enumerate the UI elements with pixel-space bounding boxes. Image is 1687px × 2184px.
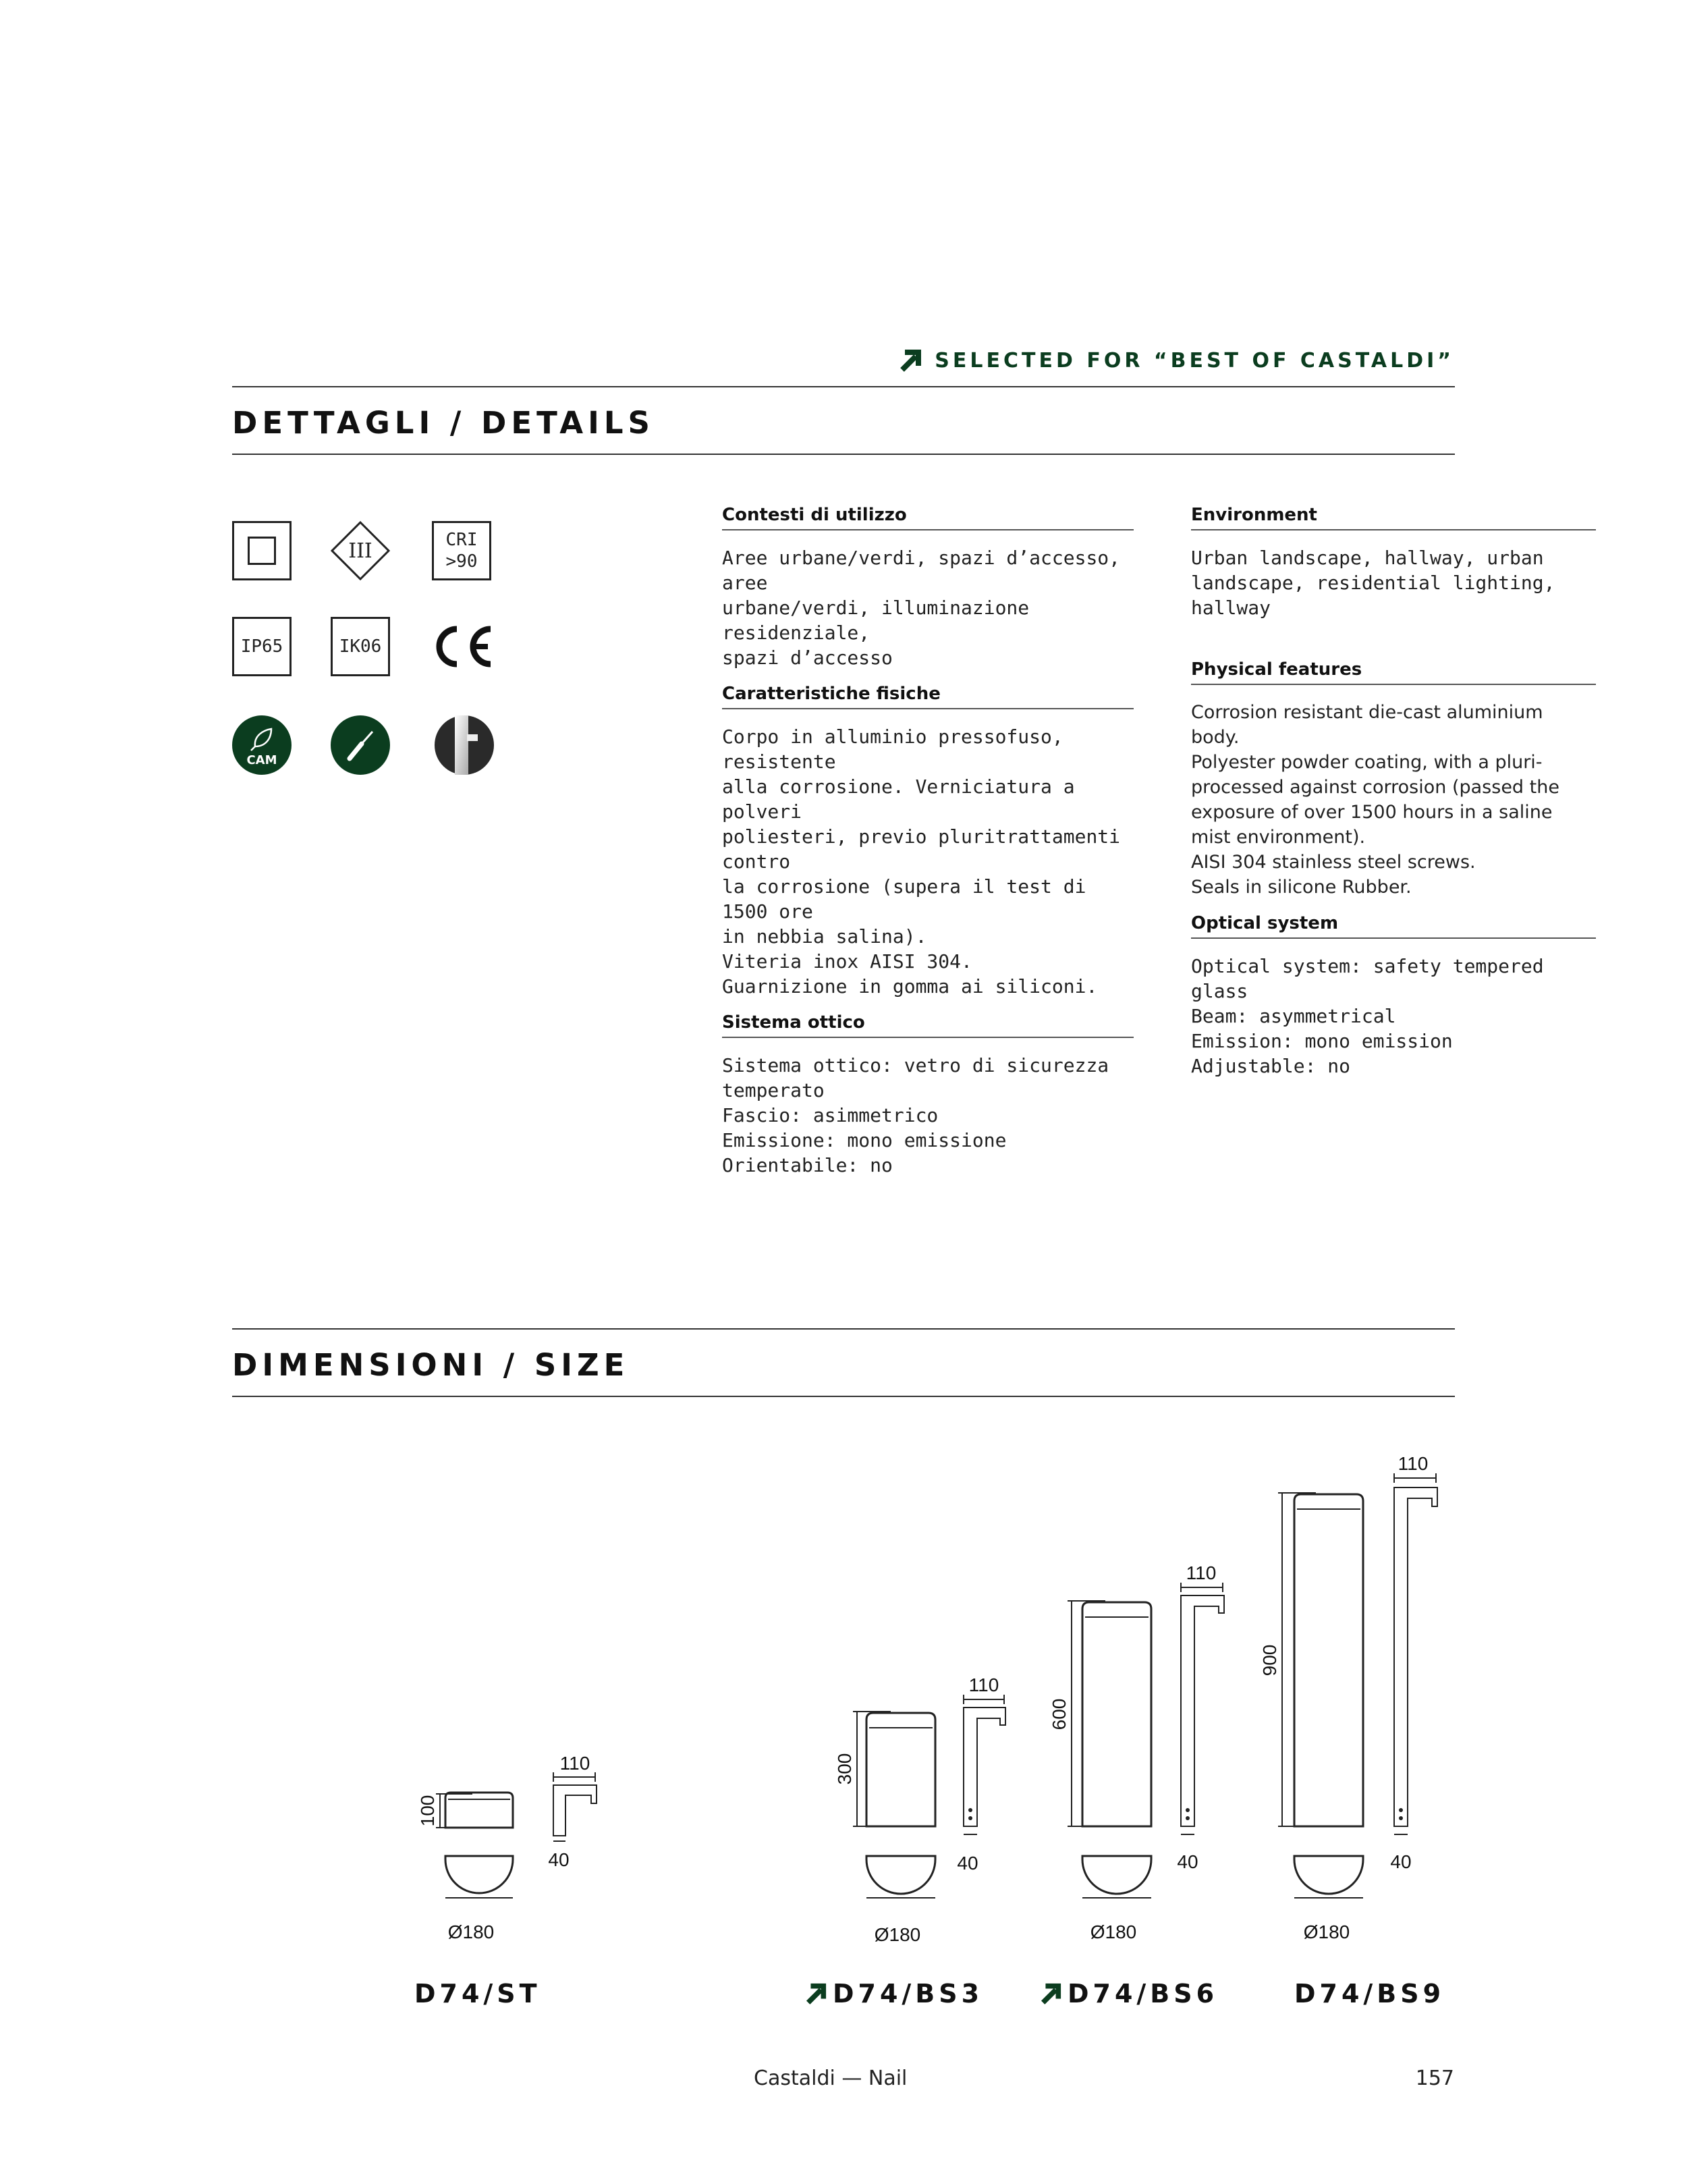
environment-heading-en: Environment [1191, 505, 1596, 530]
diameter-label: Ø180 [1303, 1921, 1350, 1942]
footer-brand: Castaldi — Nail [754, 2067, 908, 2090]
features-heading-it: Caratteristiche fisiche [722, 684, 1134, 709]
diameter-label: Ø180 [874, 1924, 921, 1945]
height-label: 600 [1049, 1698, 1070, 1730]
optical-text-en: Optical system: safety tempered glass Beam: asymmetrical Emission: mono emission Adjustable: no [1191, 955, 1544, 1077]
page-number: 157 [1415, 2067, 1454, 2090]
svg-text:III: III [348, 539, 372, 563]
drawing-d74-bs6 [1068, 1583, 1224, 1898]
height-label: 900 [1259, 1644, 1280, 1676]
height-label: 100 [417, 1795, 438, 1827]
features-heading-en: Physical features [1191, 659, 1596, 685]
arm-label: 110 [1186, 1562, 1217, 1583]
arm-label: 110 [968, 1674, 999, 1695]
badge-text: SELECTED FOR “BEST OF CASTALDI” [935, 348, 1454, 373]
diameter-label: Ø180 [447, 1921, 495, 1942]
arm-label: 110 [559, 1753, 590, 1774]
arrow-up-right-icon [804, 1982, 827, 2005]
features-text-en: Corrosion resistant die-cast aluminium body. Polyester powder coating, with a pluri- processed against corrosion (passed the exposure of over 1500 hours in a saline mist environment). AISI 304 stainless steel screws. Seals in silicone Rubber. [1191, 702, 1559, 898]
depth-label: 40 [1177, 1851, 1198, 1872]
svg-text:CAM: CAM [246, 753, 277, 767]
drawing-d74-bs3 [853, 1695, 1005, 1898]
environment-heading-it: Contesti di utilizzo [722, 505, 1134, 530]
model-d74-bs9: D74/BS9 [1294, 1979, 1445, 2009]
optical-text-it: Sistema ottico: vetro di sicurezza temperato Fascio: asimmetrico Emissione: mono emissione Orientabile: no [722, 1054, 1109, 1176]
ik06-icon: IK06 [331, 617, 390, 676]
diameter-label: Ø180 [1090, 1921, 1137, 1942]
drawing-d74-st [436, 1772, 597, 1898]
model-d74-bs6: D74/BS6 [1039, 1979, 1218, 2009]
depth-label: 40 [548, 1849, 570, 1870]
arm-label: 110 [1398, 1453, 1429, 1474]
depth-label: 40 [1390, 1851, 1412, 1872]
optical-heading-en: Optical system [1191, 913, 1596, 939]
model-d74-bs3: D74/BS3 [804, 1979, 983, 2009]
height-label: 300 [834, 1753, 855, 1785]
optical-heading-it: Sistema ottico [722, 1012, 1134, 1038]
arrow-up-right-icon [1039, 1982, 1062, 2005]
environment-text-it: Aree urbane/verdi, spazi d’accesso, aree urbane/verdi, illuminazione residenziale, spazi d’accesso [722, 547, 1121, 669]
cri-icon: CRI >90 [432, 521, 491, 580]
size-title: DIMENSIONI / SIZE [232, 1347, 630, 1383]
environment-text-en: Urban landscape, hallway, urban landscape, residential lighting, hallway [1191, 547, 1555, 619]
depth-label: 40 [957, 1853, 978, 1874]
drawing-d74-bs9 [1278, 1473, 1437, 1898]
details-title: DETTAGLI / DETAILS [232, 405, 655, 441]
model-d74-st: D74/ST [414, 1979, 541, 2009]
ip65-icon: IP65 [232, 617, 292, 676]
features-text-it: Corpo in alluminio pressofuso, resistente alla corrosione. Verniciatura a polveri poliesteri, previo pluritrattamenti contro la corrosione (supera il test di 1500 ore in nebbia salina). Viteria inox AISI 304. Guarnizione in gomma ai siliconi. [722, 726, 1121, 998]
